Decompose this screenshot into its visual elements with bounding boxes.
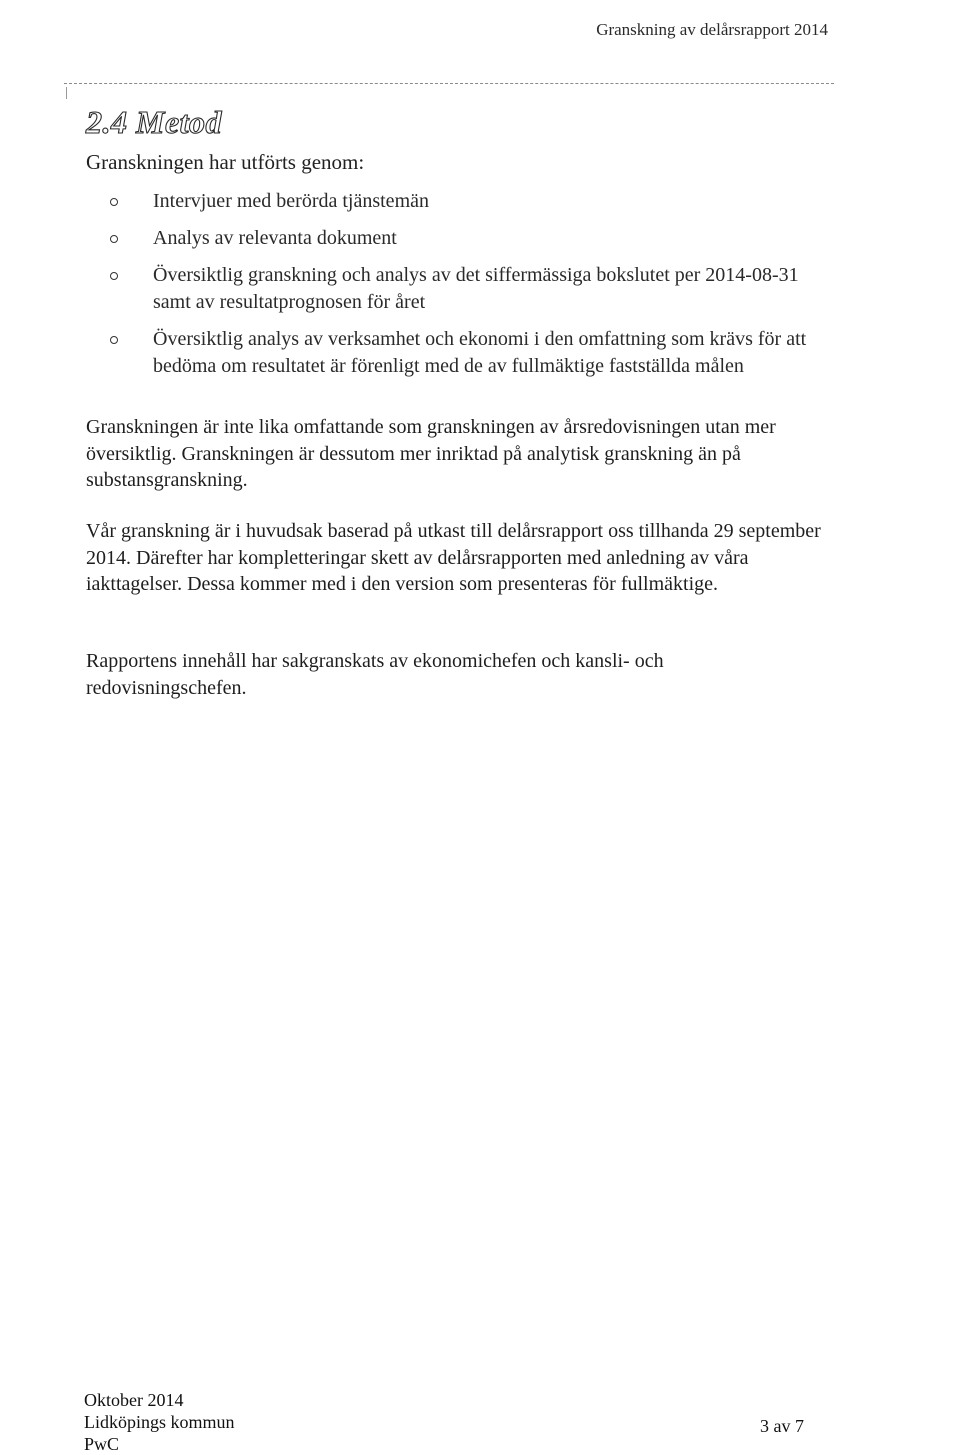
list-item-text: Översiktlig granskning och analys av det siffermässiga bokslutet per 2014-08-31 samt av resultatprognosen för året <box>153 264 799 313</box>
bullet-icon <box>110 198 118 206</box>
page-number: 3 av 7 <box>760 1416 804 1436</box>
method-bullet-list <box>108 188 818 390</box>
list-item <box>108 188 818 215</box>
bullet-icon <box>110 235 118 243</box>
list-item <box>108 225 818 252</box>
body-paragraph-basis: Vår granskning är i huvudsak baserad på utkast till delårsrapport oss tillhanda 29 september 2014. Därefter har kompletteringar skett av delårsrapporten med anledning av våra iakttagelser. Dessa kommer med i den version som presenteras för fullmäktige. <box>86 520 821 595</box>
footer-firm: PwC <box>84 1434 120 1454</box>
page-footer <box>84 1389 235 1455</box>
section-heading: 2.4 Metod <box>86 104 223 140</box>
bullet-icon <box>110 272 118 280</box>
body-paragraph-review: Rapportens innehåll har sakgranskats av ekonomichefen och kansli- och redovisningschefen. <box>86 650 664 699</box>
list-item <box>108 326 818 380</box>
header-divider <box>64 83 834 84</box>
footer-organization: Lidköpings kommun <box>84 1412 235 1432</box>
footer-date: Oktober 2014 <box>84 1390 184 1410</box>
list-item-text: Analys av relevanta dokument <box>153 227 397 249</box>
list-item-text: Översiktlig analys av verksamhet och ekonomi i den omfattning som krävs för att bedöma om resultatet är förenligt med de av fullmäktige fastställda målen <box>153 328 807 377</box>
list-item <box>108 262 818 316</box>
section-intro: Granskningen har utförts genom: <box>86 150 365 174</box>
margin-mark <box>66 87 67 99</box>
bullet-icon <box>110 336 118 344</box>
list-item-text: Intervjuer med berörda tjänstemän <box>153 190 429 212</box>
page-header-title: Granskning av delårsrapport 2014 <box>596 20 828 39</box>
body-paragraph-scope: Granskningen är inte lika omfattande som granskningen av årsredovisningen utan mer översiktlig. Granskningen är dessutom mer inriktad på analytisk granskning än på substansgranskning. <box>86 416 776 491</box>
